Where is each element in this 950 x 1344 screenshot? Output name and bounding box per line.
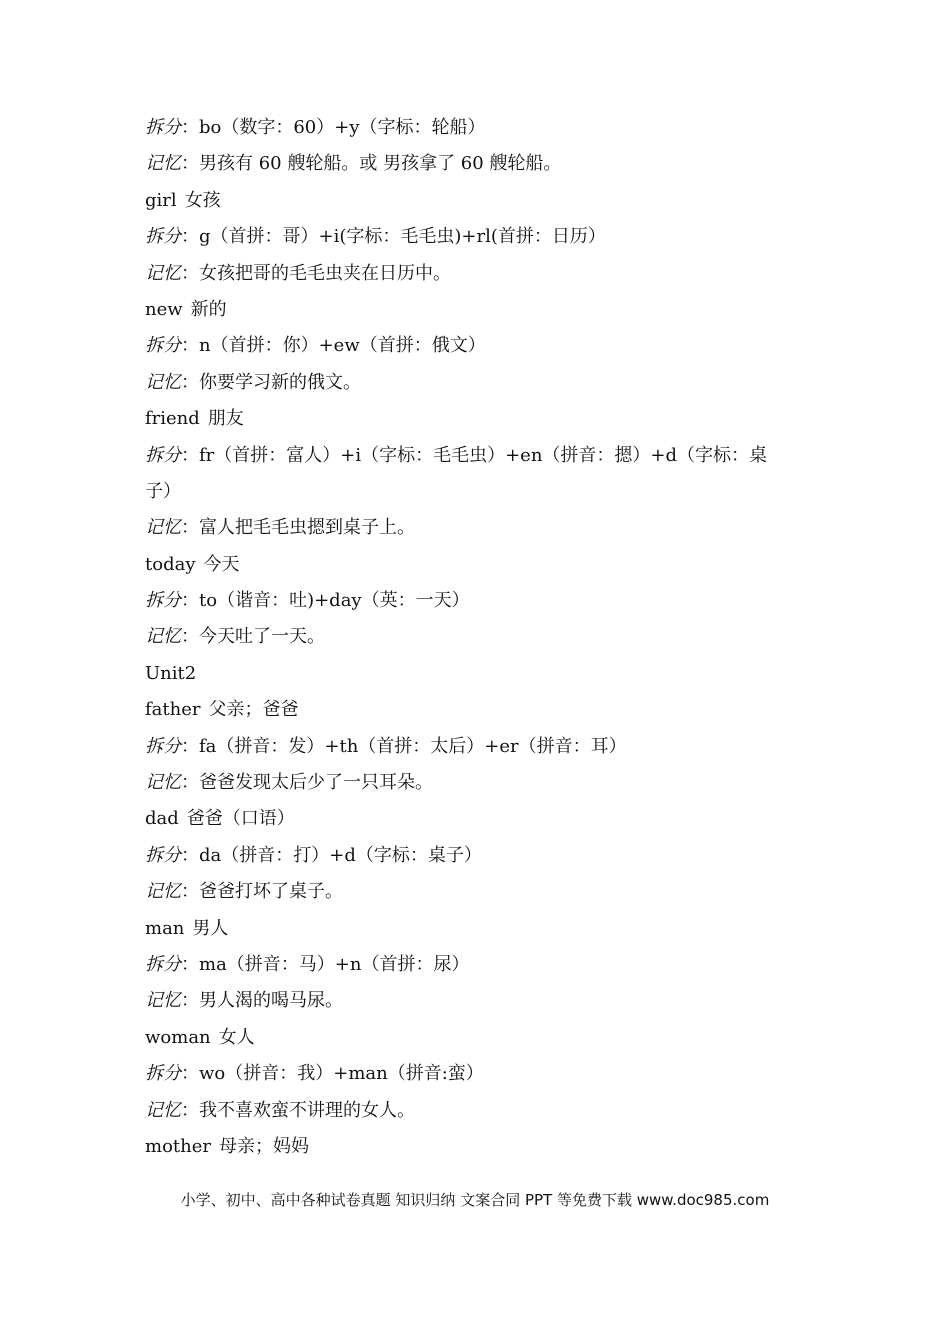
label-colon: ： [181, 444, 199, 466]
vocab-word: dad [145, 808, 179, 830]
vocab-meaning: 爸爸（口语） [186, 808, 295, 830]
split-line [145, 838, 825, 874]
split-line [145, 110, 825, 146]
continuation-text: 子） [145, 480, 181, 502]
memory-text: 爸爸打坏了桌子。 [199, 881, 343, 903]
label-colon: ： [181, 335, 199, 357]
vocab-entry [145, 183, 825, 219]
vocab-meaning: 新的 [190, 298, 227, 320]
memory-line [145, 146, 825, 182]
label-colon: ： [181, 953, 199, 975]
memory-line [145, 256, 825, 292]
label-colon: ： [181, 590, 199, 612]
label-colon: ： [181, 626, 199, 648]
split-line [145, 729, 825, 765]
vocab-word: man [145, 917, 185, 939]
vocab-meaning: 男人 [192, 917, 229, 939]
memory-label: 记忆 [145, 371, 181, 393]
label-colon: ： [181, 153, 199, 175]
memory-label: 记忆 [145, 1099, 181, 1121]
memory-line [145, 365, 825, 401]
label-colon: ： [181, 1063, 199, 1085]
continuation-line [145, 474, 825, 510]
memory-line [145, 619, 825, 655]
memory-text: 今天吐了一天。 [199, 626, 325, 648]
vocab-meaning: 父亲；爸爸 [208, 699, 299, 721]
memory-label: 记忆 [145, 517, 181, 539]
vocab-meaning: 女孩 [184, 189, 221, 211]
vocab-entry [145, 401, 825, 437]
memory-text: 男孩有 60 艘轮船。或 男孩拿了 60 艘轮船。 [199, 153, 562, 175]
memory-line [145, 1093, 825, 1129]
memory-label: 记忆 [145, 262, 181, 284]
memory-line [145, 983, 825, 1019]
split-line [145, 438, 825, 474]
memory-line [145, 765, 825, 801]
label-colon: ： [181, 226, 199, 248]
vocab-meaning: 朋友 [207, 408, 244, 430]
split-label: 拆分 [145, 444, 181, 466]
split-text: wo（拼音：我）+man（拼音:蛮） [199, 1063, 484, 1085]
memory-text: 富人把毛毛虫摁到桌子上。 [199, 517, 415, 539]
memory-text: 男人渴的喝马尿。 [199, 990, 343, 1012]
vocab-entry [145, 547, 825, 583]
label-colon: ： [181, 1099, 199, 1121]
document-body [145, 110, 825, 1165]
split-label: 拆分 [145, 953, 181, 975]
memory-label: 记忆 [145, 626, 181, 648]
split-line [145, 219, 825, 255]
split-line [145, 947, 825, 983]
label-colon: ： [181, 517, 199, 539]
vocab-entry [145, 801, 825, 837]
label-colon: ： [181, 844, 199, 866]
label-colon: ： [181, 735, 199, 757]
memory-label: 记忆 [145, 990, 181, 1012]
vocab-word: mother [145, 1135, 211, 1157]
split-label: 拆分 [145, 335, 181, 357]
memory-text: 女孩把哥的毛毛虫夹在日历中。 [199, 262, 451, 284]
unit-heading [145, 656, 825, 692]
label-colon: ： [181, 772, 199, 794]
unit-heading-text: Unit2 [145, 662, 197, 684]
memory-label: 记忆 [145, 153, 181, 175]
label-colon: ： [181, 117, 199, 138]
split-text: ma（拼音：马）+n（首拼：尿） [199, 953, 470, 975]
split-line [145, 583, 825, 619]
vocab-entry [145, 292, 825, 328]
vocab-entry [145, 692, 825, 728]
memory-line [145, 510, 825, 546]
split-text: da（拼音：打）+d（字标：桌子） [199, 844, 482, 866]
split-label: 拆分 [145, 117, 181, 138]
vocab-word: new [145, 298, 183, 320]
split-text: g（首拼：哥）+i(字标：毛毛虫)+rl(首拼：日历） [199, 226, 606, 248]
label-colon: ： [181, 881, 199, 903]
split-label: 拆分 [145, 735, 181, 757]
vocab-word: girl [145, 189, 177, 211]
split-text: bo（数字：60）+y（字标：轮船） [199, 117, 486, 138]
split-label: 拆分 [145, 844, 181, 866]
vocab-entry [145, 1129, 825, 1165]
memory-label: 记忆 [145, 881, 181, 903]
memory-text: 我不喜欢蛮不讲理的女人。 [199, 1099, 415, 1121]
split-label: 拆分 [145, 1063, 181, 1085]
vocab-word: today [145, 553, 196, 575]
memory-text: 爸爸发现太后少了一只耳朵。 [199, 772, 433, 794]
split-text: to（谐音：吐)+day（英：一天） [199, 590, 470, 612]
split-label: 拆分 [145, 590, 181, 612]
vocab-word: woman [145, 1026, 211, 1048]
footer-download-note: 小学、初中、高中各种试卷真题 知识归纳 文案合同 PPT 等免费下载 www.doc985.com [180, 1191, 770, 1209]
memory-text: 你要学习新的俄文。 [199, 371, 361, 393]
memory-label: 记忆 [145, 772, 181, 794]
vocab-meaning: 今天 [203, 553, 240, 575]
split-text: fr（首拼：富人）+i（字标：毛毛虫）+en（拼音：摁）+d（字标：桌 [199, 444, 768, 466]
vocab-word: friend [145, 408, 200, 430]
vocab-meaning: 女人 [218, 1026, 255, 1048]
split-line [145, 328, 825, 364]
label-colon: ： [181, 990, 199, 1012]
vocab-entry [145, 1020, 825, 1056]
vocab-word: father [145, 699, 201, 721]
split-text: n（首拼：你）+ew（首拼：俄文） [199, 335, 486, 357]
split-text: fa（拼音：发）+th（首拼：太后）+er（拼音：耳） [199, 735, 627, 757]
split-label: 拆分 [145, 226, 181, 248]
vocab-meaning: 母亲；妈妈 [219, 1135, 309, 1157]
split-line [145, 1056, 825, 1092]
label-colon: ： [181, 371, 199, 393]
memory-line [145, 874, 825, 910]
label-colon: ： [181, 262, 199, 284]
vocab-entry [145, 911, 825, 947]
